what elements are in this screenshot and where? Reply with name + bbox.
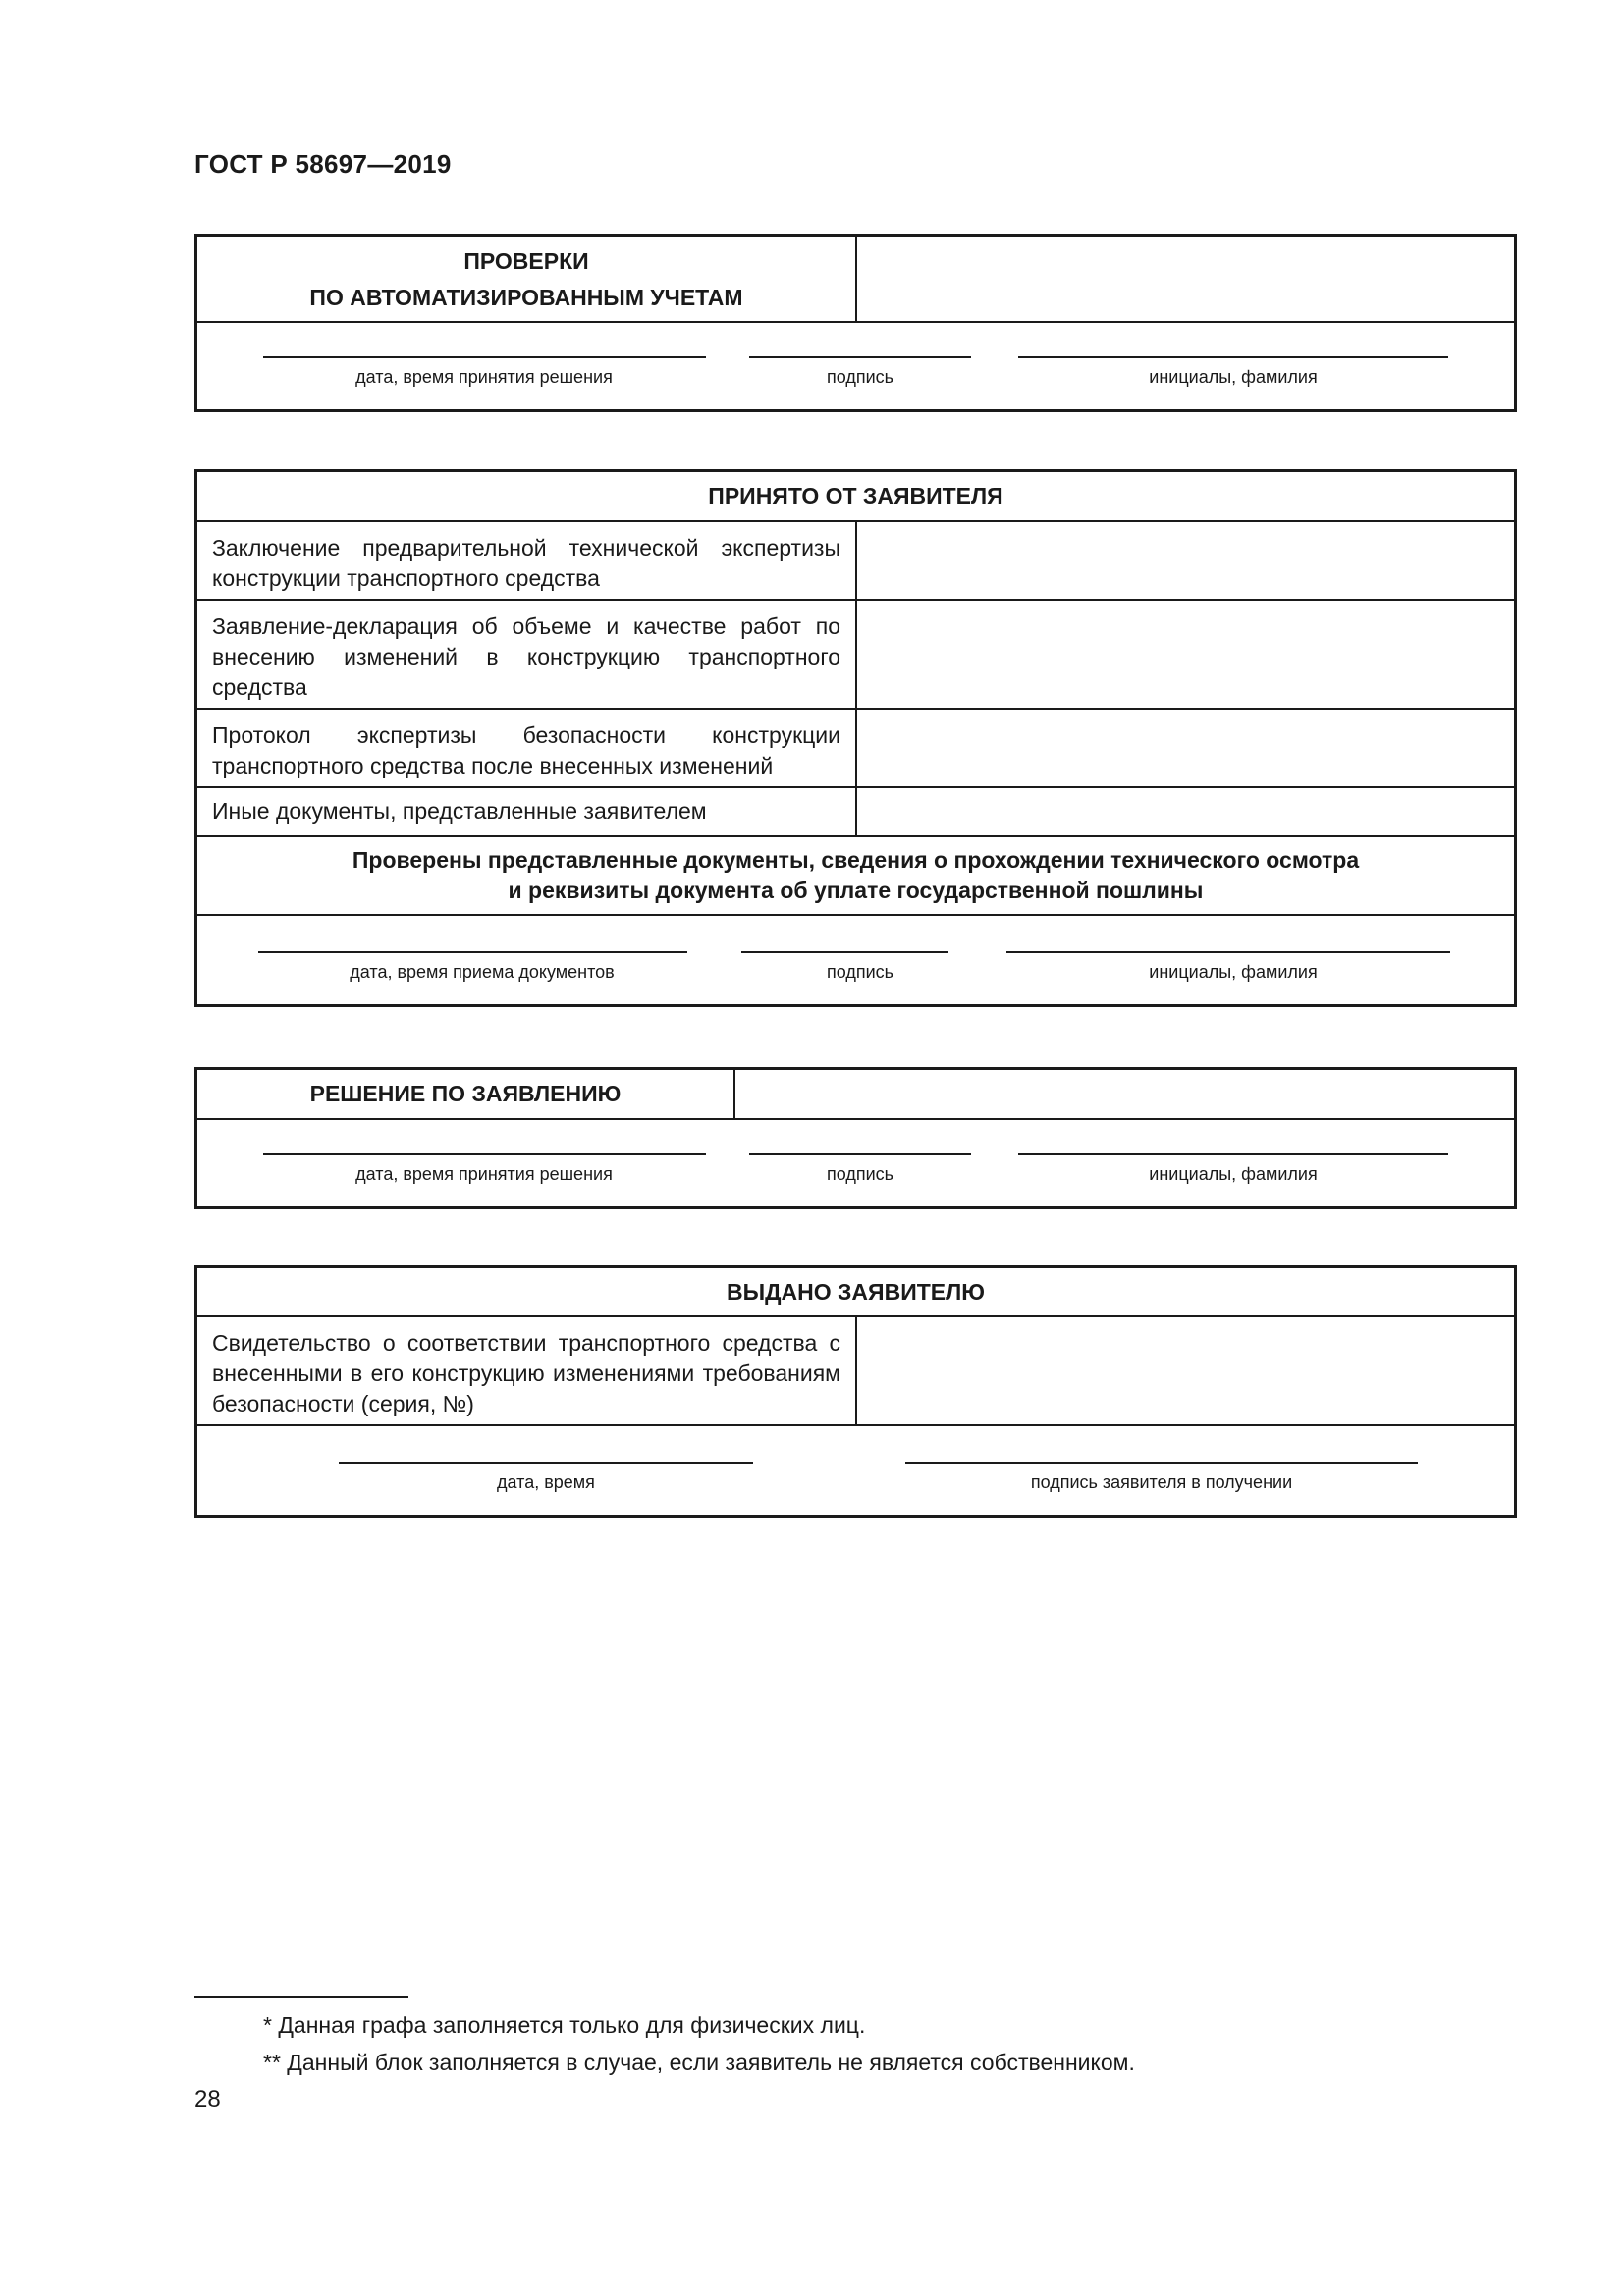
decision-signature-row xyxy=(197,1120,1514,1206)
accepted-item-row xyxy=(197,522,1514,601)
name-line[interactable] xyxy=(1018,356,1448,358)
date-line[interactable] xyxy=(258,951,687,953)
accepted-item-row xyxy=(197,601,1514,710)
decision-result-field[interactable] xyxy=(735,1070,1514,1118)
applicant-signature-line[interactable] xyxy=(905,1462,1418,1464)
accepted-item-field[interactable] xyxy=(857,788,1514,835)
signature-label: подпись xyxy=(826,367,894,387)
accepted-item-field[interactable] xyxy=(857,601,1514,708)
accepted-item-label: Иные документы, представленные заявителем xyxy=(197,788,857,835)
document-code: ГОСТ Р 58697—2019 xyxy=(194,149,452,179)
date-line[interactable] xyxy=(263,356,706,358)
checks-signature-row xyxy=(197,323,1514,409)
decision-header-row xyxy=(197,1070,1514,1120)
accepted-signature-row xyxy=(197,916,1514,1004)
accepted-header-row xyxy=(197,472,1514,522)
signature-line[interactable] xyxy=(741,951,948,953)
date-label: дата, время принятия решения xyxy=(355,1164,613,1184)
footnote-divider xyxy=(194,1996,408,1998)
accepted-item-label: Протокол экспертизы безопасности конструкции транспортного средства после внесенных изменений xyxy=(197,710,857,786)
signature-line[interactable] xyxy=(749,356,971,358)
signature-line[interactable] xyxy=(749,1153,971,1155)
name-label: инициалы, фамилия xyxy=(1149,367,1318,387)
signature-label: подпись xyxy=(826,962,894,982)
decision-block xyxy=(194,1067,1517,1209)
footnote: * Данная графа заполняется только для физических лиц. xyxy=(263,2012,866,2038)
date-line[interactable] xyxy=(339,1462,753,1464)
date-label: дата, время приема документов xyxy=(350,962,615,982)
issued-signature-row xyxy=(197,1426,1514,1515)
name-label: инициалы, фамилия xyxy=(1149,962,1318,982)
accepted-item-label: Заключение предварительной технической экспертизы конструкции транспортного средства xyxy=(197,522,857,599)
name-line[interactable] xyxy=(1006,951,1450,953)
applicant-signature-label: подпись заявителя в получении xyxy=(1030,1472,1293,1492)
issued-block xyxy=(194,1265,1517,1518)
date-label: дата, время принятия решения xyxy=(355,367,613,387)
accepted-item-label: Заявление-декларация об объеме и качестве работ по внесению изменений в конструкцию транспортного средства xyxy=(197,601,857,708)
footnote: ** Данный блок заполняется в случае, если заявитель не является собственником. xyxy=(263,2050,1135,2075)
decision-title: РЕШЕНИЕ ПО ЗАЯВЛЕНИЮ xyxy=(197,1070,735,1118)
checks-title-cell xyxy=(197,237,857,321)
accepted-item-field[interactable] xyxy=(857,522,1514,599)
accepted-item-field[interactable] xyxy=(857,710,1514,786)
date-line[interactable] xyxy=(263,1153,706,1155)
accepted-title: ПРИНЯТО ОТ ЗАЯВИТЕЛЯ xyxy=(708,483,1003,508)
name-line[interactable] xyxy=(1018,1153,1448,1155)
accepted-item-row xyxy=(197,710,1514,788)
verified-line2: и реквизиты документа об уплате государственной пошлины xyxy=(508,878,1204,903)
issued-title: ВЫДАНО ЗАЯВИТЕЛЮ xyxy=(727,1278,985,1305)
checks-title-line1: ПРОВЕРКИ xyxy=(463,248,589,274)
issued-item-label: Свидетельство о соответствии транспортного средства с внесенными в его конструкцию изменениями требованиям безопасности (серия, №) xyxy=(197,1317,857,1424)
checks-result-field[interactable] xyxy=(857,237,1514,321)
issued-header-row xyxy=(197,1268,1514,1317)
issued-item-row xyxy=(197,1317,1514,1426)
page-number: 28 xyxy=(194,2086,221,2112)
checks-title-line2: ПО АВТОМАТИЗИРОВАННЫМ УЧЕТАМ xyxy=(309,285,743,310)
signature-label: подпись xyxy=(826,1164,894,1184)
checks-header-row xyxy=(197,237,1514,323)
verified-row xyxy=(197,837,1514,916)
accepted-block xyxy=(194,469,1517,1007)
checks-block xyxy=(194,234,1517,412)
date-label: дата, время xyxy=(497,1472,595,1492)
name-label: инициалы, фамилия xyxy=(1149,1164,1318,1184)
verified-line1: Проверены представленные документы, сведения о прохождении технического осмотра xyxy=(352,847,1360,873)
issued-item-field[interactable] xyxy=(857,1317,1514,1424)
accepted-item-row xyxy=(197,788,1514,837)
